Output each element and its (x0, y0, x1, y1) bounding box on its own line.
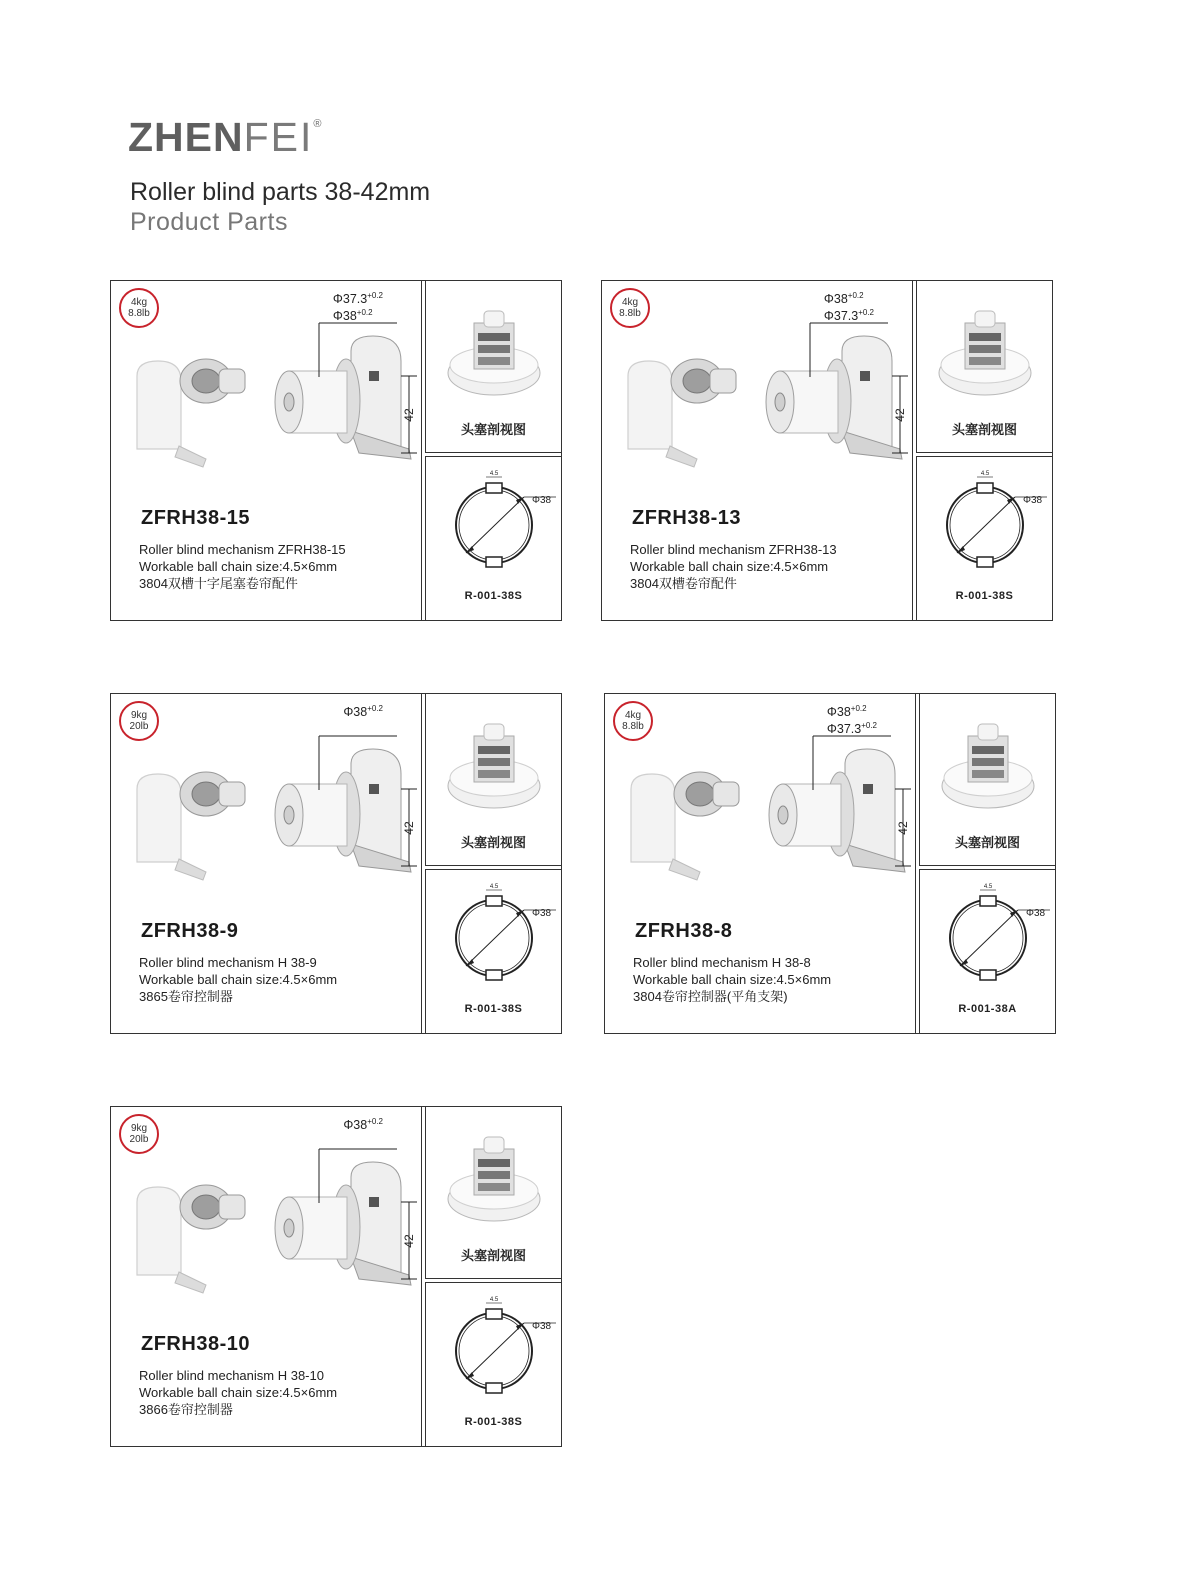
page-subtitle: Product Parts (130, 208, 288, 236)
mechanism-illustration (111, 1107, 422, 1327)
section-view-label: 头塞剖视图 (460, 1248, 526, 1263)
diameter-spec (827, 702, 877, 719)
model-number: ZFRH38-8 (635, 920, 733, 942)
tube-code: R-001-38S (464, 1416, 523, 1428)
section-view-label: 头塞剖视图 (460, 422, 526, 437)
product-card-zfrh38-13 (601, 280, 1053, 621)
dimension-42-label: 42 (402, 1234, 416, 1248)
tube-profile-panel (919, 869, 1055, 1033)
diameter-value: Φ38 (823, 292, 848, 307)
section-view-panel (425, 1107, 561, 1279)
tube-diameter-label: Φ38 (1023, 495, 1043, 506)
slot-width-label: 4.5 (980, 471, 990, 477)
diameter-value: Φ37.3 (826, 722, 862, 737)
diameter-tolerance: +0.2 (847, 291, 864, 300)
description-line: 3804双槽十字尾塞卷帘配件 (139, 576, 298, 591)
product-card-zfrh38-15 (110, 280, 562, 621)
section-view-panel (425, 281, 561, 453)
section-view-panel (916, 281, 1052, 453)
diameter-tolerance: +0.2 (861, 721, 877, 731)
brand-logo: ZHENFEI® (128, 114, 323, 160)
clutch-body-icon (275, 359, 360, 443)
product-main-panel (111, 1107, 422, 1446)
load-lb: 8.8lb (622, 721, 644, 732)
diameter-spec (824, 306, 874, 323)
load-kg: 4kg (621, 297, 639, 308)
load-kg: 4kg (130, 297, 148, 308)
tube-code: R-001-38S (955, 590, 1014, 602)
dimension-42-label: 42 (402, 821, 416, 835)
diameter-tolerance: +0.2 (850, 704, 867, 713)
diameter-spec (824, 289, 874, 306)
diameter-tolerance: +0.2 (356, 308, 373, 318)
tube-profile-panel (425, 869, 561, 1033)
load-lb: 8.8lb (619, 308, 641, 319)
diameter-tolerance: +0.2 (367, 1117, 383, 1126)
clutch-body-icon (275, 1185, 360, 1269)
description-line: 3865卷帘控制器 (139, 989, 233, 1004)
clutch-body-icon (766, 359, 851, 443)
product-card-zfrh38-10 (110, 1106, 562, 1447)
dimension-42-label: 42 (402, 408, 416, 422)
description-line: 3804卷帘控制器(平角支架) (633, 989, 788, 1004)
diameter-tolerance: +0.2 (367, 704, 383, 713)
tube-profile-panel (425, 456, 561, 620)
section-view-label: 头塞剖视图 (951, 422, 1017, 437)
dimension-42-label: 42 (893, 408, 907, 422)
slot-width-label: 4.5 (983, 884, 993, 890)
diameter-specs (343, 702, 383, 719)
page-title: Roller blind parts 38-42mm (130, 178, 431, 206)
description-line: Roller blind mechanism ZFRH38-15 (139, 542, 346, 557)
model-number: ZFRH38-13 (632, 507, 741, 529)
clutch-body-icon (769, 772, 854, 856)
diameter-spec (333, 289, 383, 306)
model-number: ZFRH38-15 (141, 507, 250, 529)
product-description (139, 954, 337, 1005)
description-line: Workable ball chain size:4.5×6mm (139, 972, 338, 987)
diameter-value: Φ37.3 (332, 292, 368, 307)
diameter-value: Φ37.3 (823, 309, 859, 324)
description-line: Workable ball chain size:4.5×6mm (633, 972, 832, 987)
description-line: 3804双槽卷帘配件 (630, 576, 737, 591)
diameter-tolerance: +0.2 (858, 308, 874, 318)
tube-code: R-001-38S (464, 1003, 523, 1015)
model-number: ZFRH38-9 (141, 920, 239, 942)
description-line: Roller blind mechanism H 38-10 (139, 1368, 324, 1383)
diameter-value: Φ38 (332, 309, 357, 324)
product-description (630, 541, 837, 592)
load-kg: 9kg (130, 710, 148, 721)
tail-plug-icon (180, 772, 245, 816)
section-view-label: 头塞剖视图 (460, 835, 526, 850)
model-number: ZFRH38-10 (141, 1333, 250, 1355)
description-line: 3866卷帘控制器 (139, 1402, 233, 1417)
product-main-panel (111, 694, 422, 1033)
description-line: Roller blind mechanism H 38-9 (139, 955, 317, 970)
load-kg: 4kg (624, 710, 642, 721)
slot-width-label: 4.5 (489, 884, 499, 890)
product-description (139, 1367, 337, 1418)
diameter-specs (333, 289, 383, 323)
description-line: Workable ball chain size:4.5×6mm (139, 1385, 338, 1400)
tube-profile-panel (916, 456, 1052, 620)
section-view-panel (425, 694, 561, 866)
load-lb: 20lb (129, 721, 149, 732)
product-card-zfrh38-9 (110, 693, 562, 1034)
diameter-spec (333, 306, 383, 323)
load-kg: 9kg (130, 1123, 148, 1134)
load-lb: 8.8lb (128, 308, 150, 319)
diameter-value: Φ38 (826, 705, 851, 720)
diameter-spec (827, 719, 877, 736)
description-line: Workable ball chain size:4.5×6mm (630, 559, 829, 574)
load-lb: 20lb (129, 1134, 149, 1145)
dimension-42-label: 42 (896, 821, 910, 835)
diameter-value: Φ38 (343, 705, 368, 720)
tube-diameter-label: Φ38 (532, 495, 552, 506)
slot-width-label: 4.5 (489, 1297, 499, 1303)
product-description (633, 954, 831, 1005)
tail-plug-icon (180, 1185, 245, 1229)
diameter-specs (827, 702, 877, 736)
tube-diameter-label: Φ38 (532, 1321, 552, 1332)
diameter-value: Φ38 (343, 1118, 368, 1133)
tail-plug-icon (674, 772, 739, 816)
mechanism-illustration (111, 694, 422, 914)
diameter-specs (824, 289, 874, 323)
diameter-specs (343, 1115, 383, 1132)
product-main-panel (605, 694, 916, 1033)
tail-plug-icon (671, 359, 736, 403)
product-main-panel (602, 281, 913, 620)
tube-diameter-label: Φ38 (1026, 908, 1046, 919)
diameter-spec (343, 702, 383, 719)
clutch-body-icon (275, 772, 360, 856)
tube-code: R-001-38S (464, 590, 523, 602)
section-view-panel (919, 694, 1055, 866)
tail-plug-icon (180, 359, 245, 403)
tube-code: R-001-38A (958, 1003, 1017, 1015)
description-line: Workable ball chain size:4.5×6mm (139, 559, 338, 574)
tube-profile-panel (425, 1282, 561, 1446)
description-line: Roller blind mechanism ZFRH38-13 (630, 542, 837, 557)
slot-width-label: 4.5 (489, 471, 499, 477)
description-line: Roller blind mechanism H 38-8 (633, 955, 811, 970)
section-view-label: 头塞剖视图 (954, 835, 1020, 850)
product-description (139, 541, 346, 592)
diameter-spec (343, 1115, 383, 1132)
product-main-panel (111, 281, 422, 620)
product-card-zfrh38-8 (604, 693, 1056, 1034)
diameter-tolerance: +0.2 (367, 291, 383, 300)
tube-diameter-label: Φ38 (532, 908, 552, 919)
